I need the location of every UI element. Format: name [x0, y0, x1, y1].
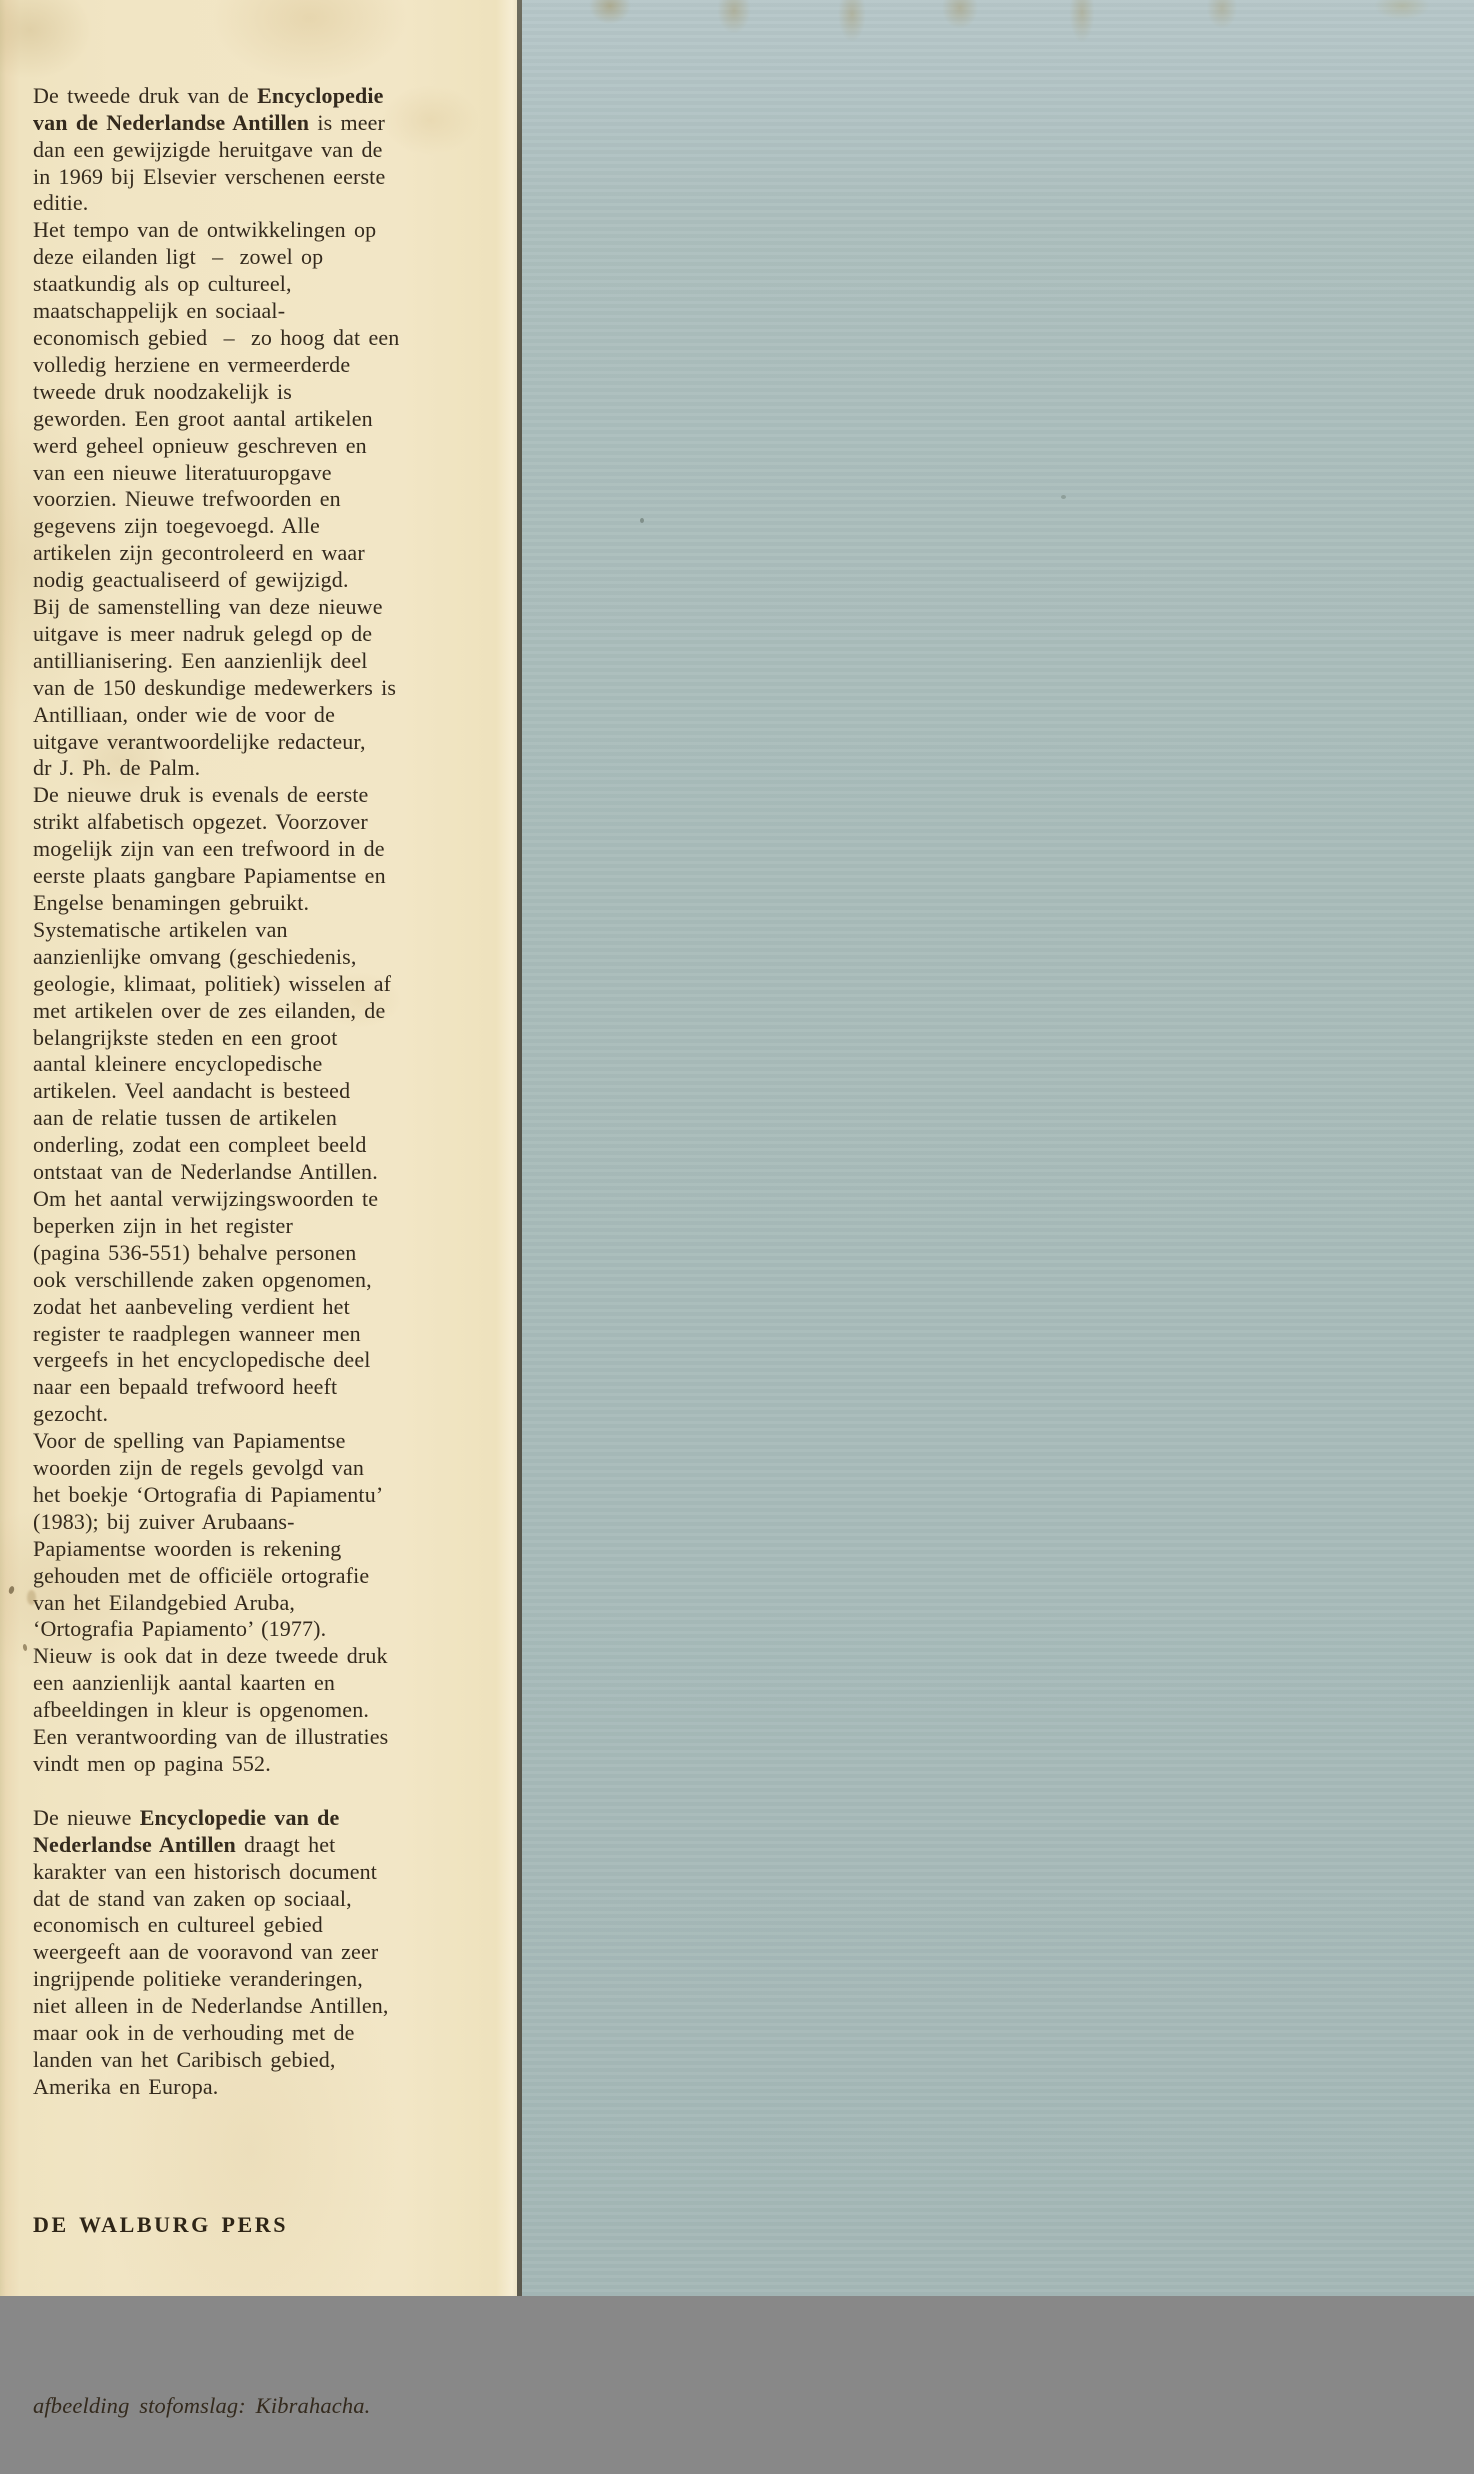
body-text: maar ook in de verhouding met de: [33, 2020, 355, 2046]
body-text: gegevens zijn toegevoegd. Alle: [33, 513, 320, 539]
body-text: karakter van een historisch document: [33, 1858, 378, 1884]
text-line: [33, 755, 485, 782]
body-text: ontstaat van de Nederlandse Antillen.: [33, 1159, 378, 1185]
body-text: aanzienlijke omvang (geschiedenis,: [33, 943, 357, 969]
body-text: artikelen zijn gecontroleerd en waar: [33, 540, 365, 566]
text-line: [33, 675, 485, 702]
body-text: staatkundig als op cultureel,: [33, 271, 292, 297]
body-text: tweede druk noodzakelijk is: [33, 378, 292, 404]
body-text: artikelen. Veel aandacht is besteed: [33, 1078, 351, 1104]
body-text: met artikelen over de zes eilanden, de: [33, 997, 386, 1023]
text-line: [33, 1428, 485, 1455]
text-line: [33, 1751, 485, 1778]
text-line: [33, 352, 485, 379]
bold-text: Encyclopedie van de: [139, 1804, 340, 1830]
body-text: nodig geactualiseerd of gewijzigd.: [33, 567, 349, 593]
text-line: [33, 244, 485, 271]
text-line: [33, 1455, 485, 1482]
body-text: Een verantwoording van de illustraties: [33, 1724, 389, 1750]
text-line: [33, 1132, 485, 1159]
body-text: dan een gewijzigde heruitgave van de: [33, 136, 383, 162]
text-line: [33, 1374, 485, 1401]
body-text: Amerika en Europa.: [33, 2073, 219, 2099]
text-line: [33, 190, 485, 217]
text-line: [33, 1886, 485, 1913]
cover-image-credit: afbeelding stofomslag: Kibrahacha.: [33, 2393, 371, 2419]
body-text: dr J. Ph. de Palm.: [33, 755, 201, 781]
body-text: weergeeft aan de vooravond van zeer: [33, 1939, 379, 1965]
bold-text: Encyclopedie: [257, 82, 384, 108]
text-line: [33, 1051, 485, 1078]
body-text: De tweede druk van de: [33, 82, 258, 108]
text-line: [33, 1240, 485, 1267]
text-line: [33, 1536, 485, 1563]
body-text: Antilliaan, onder wie de voor de: [33, 701, 335, 727]
text-line: [33, 1401, 485, 1428]
text-line: [33, 1670, 485, 1697]
text-line: [33, 1482, 485, 1509]
text-line: [33, 1724, 485, 1751]
body-text: (pagina 536-551) behalve personen: [33, 1239, 357, 1265]
text-line: [33, 863, 485, 890]
text-line: [33, 1159, 485, 1186]
body-text: Bij de samenstelling van deze nieuwe: [33, 594, 383, 620]
body-text: Het tempo van de ontwikkelingen op: [33, 217, 377, 243]
text-line: [33, 1643, 485, 1670]
text-line: [33, 594, 485, 621]
text-line: [33, 433, 485, 460]
text-line: [33, 1267, 485, 1294]
text-line: [33, 567, 485, 594]
body-text: naar een bepaald trefwoord heeft: [33, 1374, 338, 1400]
text-line: [33, 782, 485, 809]
body-text: ingrijpende politieke veranderingen,: [33, 1966, 363, 1992]
body-text: economisch gebied – zo hoog dat een: [33, 324, 400, 350]
text-line: [33, 1912, 485, 1939]
text-line: [33, 83, 485, 110]
text-line: [33, 1993, 485, 2020]
text-line: [33, 513, 485, 540]
body-text: werd geheel opnieuw geschreven en: [33, 432, 367, 458]
body-text: register te raadplegen wanneer men: [33, 1320, 361, 1346]
text-line: [33, 917, 485, 944]
text-line: [33, 1025, 485, 1052]
body-text: ook verschillende zaken opgenomen,: [33, 1266, 372, 1292]
body-text: gezocht.: [33, 1401, 109, 1427]
text-line: [33, 137, 485, 164]
body-text: (1983); bij zuiver Arubaans-: [33, 1508, 295, 1534]
text-line: [33, 1805, 485, 1832]
body-text: uitgave verantwoordelijke redacteur,: [33, 728, 366, 754]
body-text: vergeefs in het encyclopedische deel: [33, 1347, 371, 1373]
back-cover: [522, 0, 1474, 2296]
body-text: Papiamentse woorden is rekening: [33, 1535, 342, 1561]
body-text: editie.: [33, 190, 89, 216]
text-line: [33, 1186, 485, 1213]
text-line: [33, 164, 485, 191]
text-line: [33, 1697, 485, 1724]
text-line: [33, 702, 485, 729]
body-text: geologie, klimaat, politiek) wisselen af: [33, 970, 392, 996]
body-text: van een nieuwe literatuuropgave: [33, 459, 332, 485]
body-text: van de 150 deskundige medewerkers is: [33, 674, 397, 700]
text-line: [33, 1347, 485, 1374]
text-line: [33, 621, 485, 648]
text-line: [33, 379, 485, 406]
body-text: ‘Ortografia Papiamento’ (1977).: [33, 1616, 327, 1642]
body-text: mogelijk zijn van een trefwoord in de: [33, 836, 385, 862]
paper-speck: [640, 518, 644, 523]
body-text: het boekje ‘Ortografia di Papiamentu’: [33, 1481, 384, 1507]
text-line: [33, 1321, 485, 1348]
text-line: [33, 971, 485, 998]
text-line: [33, 271, 485, 298]
text-line: [33, 1832, 485, 1859]
text-line: [33, 1778, 485, 1805]
body-text: gehouden met de officiële ortografie: [33, 1562, 370, 1588]
text-line: [33, 1939, 485, 1966]
body-text: aantal kleinere encyclopedische: [33, 1051, 323, 1077]
flap-text-block: [33, 29, 485, 2474]
body-text: Systematische artikelen van: [33, 916, 288, 942]
body-text: beperken zijn in het register: [33, 1212, 293, 1238]
body-text: van het Eilandgebied Aruba,: [33, 1589, 296, 1615]
text-line: [33, 1213, 485, 1240]
text-line: [33, 1590, 485, 1617]
flap-body-text: [33, 83, 485, 2101]
body-text: in 1969 bij Elsevier verschenen eerste: [33, 163, 386, 189]
body-text: woorden zijn de regels gevolgd van: [33, 1455, 365, 1481]
body-text: strikt alfabetisch opgezet. Voorzover: [33, 809, 368, 835]
text-line: [33, 1105, 485, 1132]
text-line: [33, 217, 485, 244]
body-text: De nieuwe druk is evenals de eerste: [33, 782, 369, 808]
text-line: [33, 2074, 485, 2101]
text-line: [33, 2047, 485, 2074]
text-line: [33, 890, 485, 917]
body-text: zodat het aanbeveling verdient het: [33, 1293, 350, 1319]
body-text: landen van het Caribisch gebied,: [33, 2046, 336, 2072]
text-line: [33, 809, 485, 836]
body-text: maatschappelijk en sociaal-: [33, 298, 286, 324]
jacket-flap: [0, 0, 517, 2419]
text-line: [33, 1078, 485, 1105]
text-line: [33, 729, 485, 756]
body-text: afbeeldingen in kleur is opgenomen.: [33, 1697, 369, 1723]
body-text: volledig herziene en vermeerderde: [33, 351, 351, 377]
text-line: [33, 460, 485, 487]
body-text: geworden. Een groot aantal artikelen: [33, 405, 373, 431]
body-text: antillianisering. Een aanzienlijk deel: [33, 647, 368, 673]
text-line: [33, 836, 485, 863]
jacket-fold-edge: [517, 0, 522, 2296]
bold-text: Nederlandse Antillen: [33, 1831, 236, 1857]
text-line: [33, 944, 485, 971]
body-text: onderling, zodat een compleet beeld: [33, 1132, 367, 1158]
text-line: [33, 648, 485, 675]
body-text: draagt het: [235, 1831, 336, 1857]
body-text: dat de stand van zaken op sociaal,: [33, 1885, 352, 1911]
body-text: deze eilanden ligt – zowel op: [33, 244, 324, 270]
body-text: De nieuwe: [33, 1804, 140, 1830]
text-line: [33, 298, 485, 325]
body-text: economisch en cultureel gebied: [33, 1912, 323, 1938]
body-text: Engelse benamingen gebruikt.: [33, 890, 310, 915]
body-text: aan de relatie tussen de artikelen: [33, 1105, 338, 1131]
text-line: [33, 1509, 485, 1536]
paper-speck: [1061, 495, 1066, 499]
body-text: Voor de spelling van Papiamentse: [33, 1428, 346, 1454]
paper-stain: [27, 1590, 36, 1605]
text-line: [33, 1859, 485, 1886]
text-line: [33, 486, 485, 513]
body-text: belangrijkste steden en een groot: [33, 1024, 338, 1050]
bold-text: van de Nederlandse Antillen: [33, 109, 310, 135]
body-text: voorzien. Nieuwe trefwoorden en: [33, 486, 341, 512]
text-line: [33, 406, 485, 433]
text-line: [33, 1616, 485, 1643]
body-text: Nieuw is ook dat in deze tweede druk: [33, 1643, 388, 1669]
body-text: vindt men op pagina 552.: [33, 1751, 271, 1776]
text-line: [33, 110, 485, 137]
text-line: [33, 1563, 485, 1590]
body-text: een aanzienlijk aantal kaarten en: [33, 1670, 336, 1696]
body-text: is meer: [309, 109, 386, 135]
text-line: [33, 1966, 485, 1993]
body-text: niet alleen in de Nederlandse Antillen,: [33, 1993, 389, 2019]
text-line: [33, 2020, 485, 2047]
body-text: uitgave is meer nadruk gelegd op de: [33, 620, 373, 646]
publisher-name: DE WALBURG PERS: [33, 2211, 289, 2237]
text-line: [33, 998, 485, 1025]
text-line: [33, 1294, 485, 1321]
body-text: eerste plaats gangbare Papiamentse en: [33, 863, 386, 889]
body-text: Om het aantal verwijzingswoorden te: [33, 1185, 379, 1211]
text-line: [33, 325, 485, 352]
text-line: [33, 540, 485, 567]
